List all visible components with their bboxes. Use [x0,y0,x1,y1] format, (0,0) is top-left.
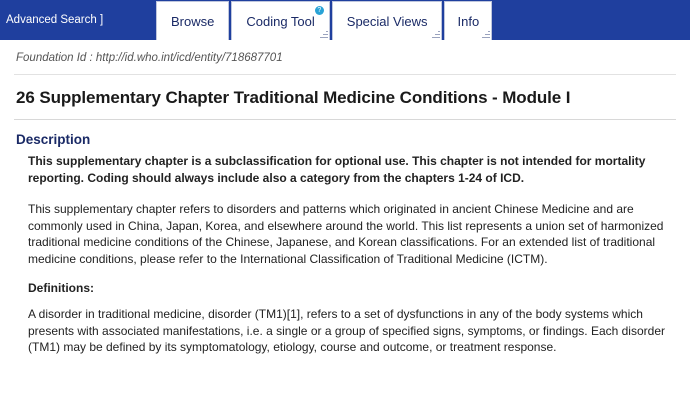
tab-special-views-label: Special Views [346,14,428,29]
page-title: 26 Supplementary Chapter Traditional Medicine Conditions - Module I [14,75,676,120]
definition-paragraph: A disorder in traditional medicine, disorder (TM1)[1], refers to a set of dysfunctions in any of the body systems which presents with associated manifestations, i.e. a single or a group of specified signs, symptoms, or findings. Each disorder (TM1) may be defined by its symptomatology, etiology, course and outcome, or treatment response. [28,307,665,354]
tab-coding-tool-label: Coding Tool [246,14,315,29]
tab-info[interactable] [444,1,492,40]
content-area [0,40,690,356]
advanced-search-label: Advanced Search ] [6,14,104,26]
resize-handle-icon[interactable] [431,30,440,39]
description-heading: Description [16,132,91,147]
resize-handle-icon[interactable] [319,30,328,39]
tab-bar [156,0,494,40]
tab-info-label: Info [457,14,480,29]
tab-coding-tool[interactable] [231,1,329,40]
description-body [14,153,676,356]
advanced-search-button[interactable] [0,0,156,40]
foundation-id[interactable]: Foundation Id : http://id.who.int/icd/entity/718687701 [14,40,676,75]
tab-browse-label: Browse [171,14,215,29]
help-badge-icon[interactable]: ? [315,6,324,15]
resize-handle-icon[interactable] [481,30,490,39]
top-navigation-bar [0,0,690,40]
description-paragraph: This supplementary chapter refers to disorders and patterns which originated in ancient Chinese Medicine and are commonly used in China, Japan, Korea, and elsewhere around the world. This list represents a union set of harmonized traditional medicine conditions of the Chinese, Japanese, and Korean classifications. For an extended list of traditional medicine conditions, please refer to the International Classification of Traditional Medicine (ICTM). [28,202,664,266]
tab-special-views[interactable] [332,1,443,40]
description-paragraph: This supplementary chapter is a subclassification for optional use. This chapter is not intended for mortality reporting. Coding should always include also a category from the chapters 1-24 of ICD. [28,154,646,185]
definitions-label: Definitions: [28,281,94,295]
tab-browse[interactable] [156,1,229,40]
